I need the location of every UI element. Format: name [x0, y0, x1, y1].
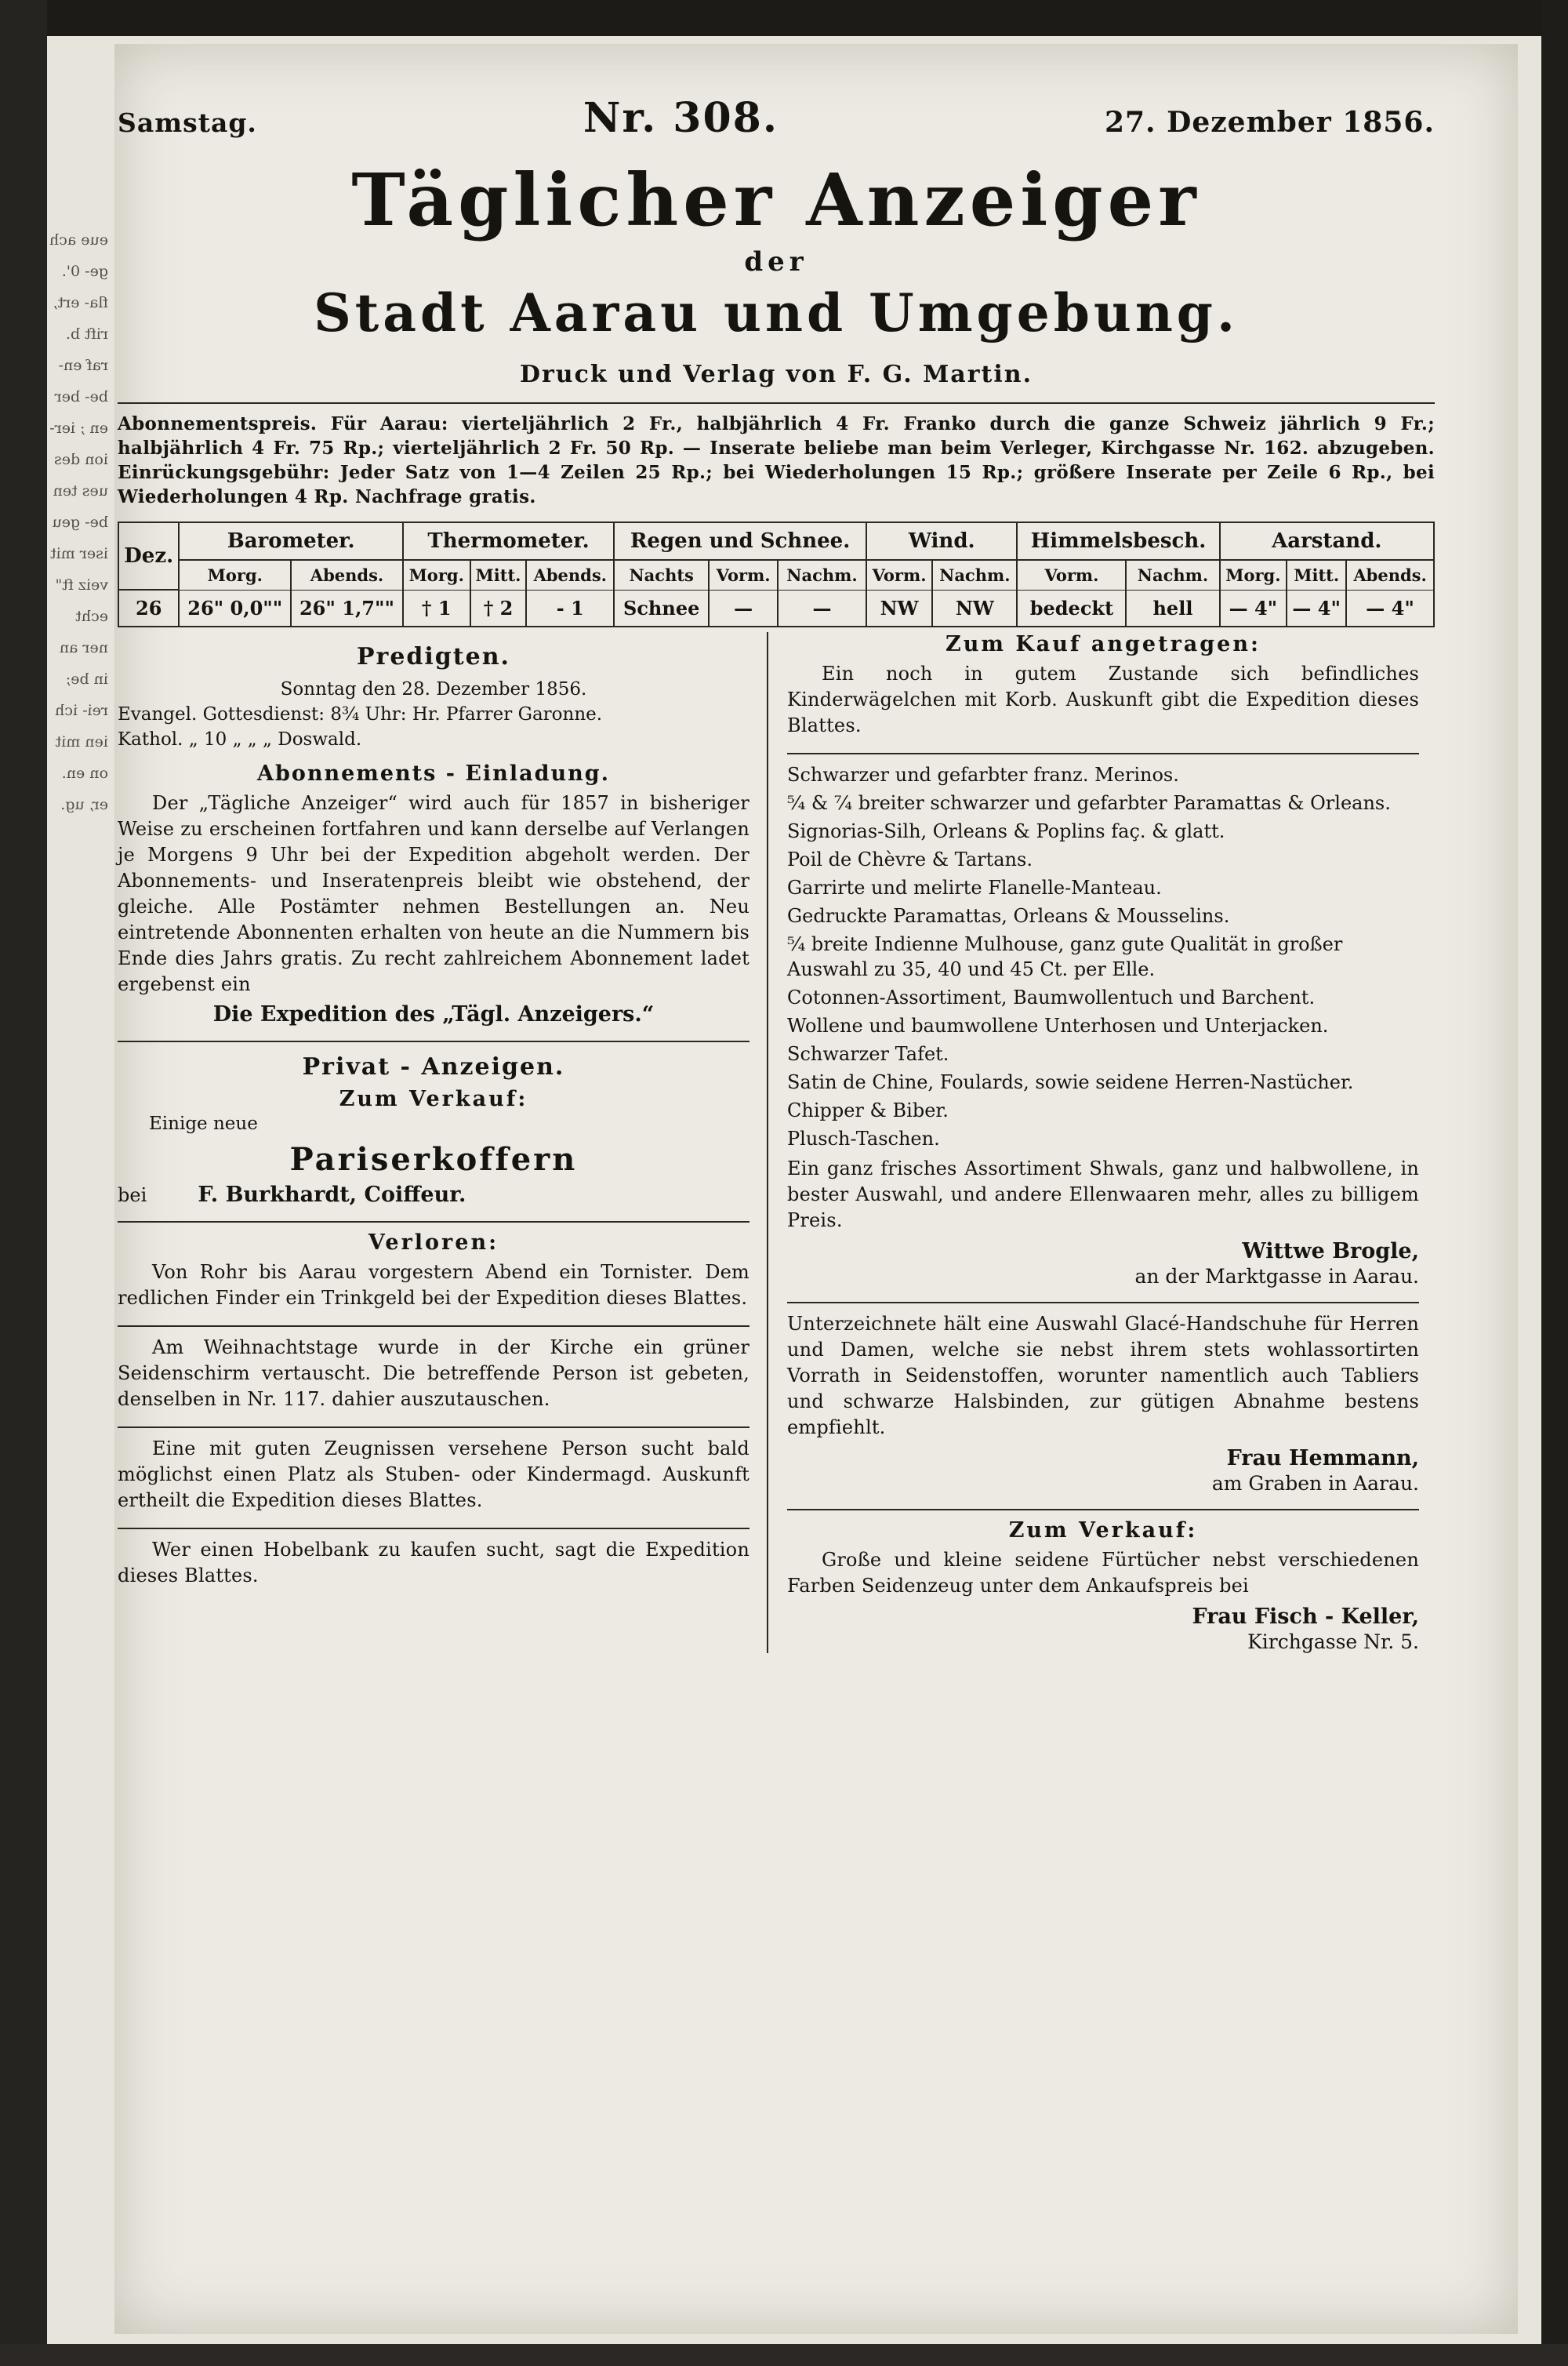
for-sale-bei: bei: [118, 1184, 147, 1207]
goods-item: Schwarzer und gefarbter franz. Merinos.: [787, 764, 1179, 787]
value-precip-afternoon: —: [778, 590, 866, 627]
goods-item: ⁵⁄₄ & ⁷⁄₄ breiter schwarzer und gefarbter Paramattas & Orleans.: [787, 792, 1391, 815]
imprint-line: Druck und Verlag von F. G. Martin.: [519, 360, 1033, 388]
left-divider-1: [118, 1041, 750, 1042]
subheader-precip-forenoon: Vorm.: [709, 560, 778, 591]
silk-sale-text: Große und kleine seidene Fürtücher nebst verschiedenen Farben Seidenzeug unter dem Ankaufspreis bei: [787, 1549, 1419, 1597]
goods-item: Chipper & Biber.: [787, 1099, 949, 1122]
left-divider-3: [118, 1325, 750, 1327]
weather-table: [118, 522, 1435, 628]
scan-edge-bottom: [0, 2344, 1568, 2366]
masthead-divider: [118, 402, 1435, 404]
masthead-weekday: Samstag.: [118, 107, 257, 138]
for-sale-heading-left: Zum Verkauf:: [339, 1087, 528, 1112]
for-sale-seller-name: F. Burkhardt, Coiffeur.: [198, 1183, 466, 1208]
umbrella-swap-text: Am Weihnachtstage wurde in der Kirche ein grüner Seidenschirm vertauscht. Die betreffende Person ist gebeten, denselben in Nr. 117. dahier auszutauschen.: [118, 1336, 750, 1411]
subheader-aar-evening: Abends.: [1346, 560, 1434, 591]
assortment-signature-name: Wittwe Brogle,: [1242, 1239, 1419, 1264]
value-aar-evening: — 4": [1346, 590, 1434, 627]
assortment-text: Ein ganz frisches Assortiment Shwals, ganz und halbwollene, in bester Auswahl, und andere Ellenwaaren mehr, alles zu billigem Preis.: [787, 1158, 1419, 1232]
scan-edge-left: [0, 0, 47, 2366]
goods-item: Garrirte und melirte Flanelle-Manteau.: [787, 877, 1162, 900]
right-divider-3: [787, 1509, 1419, 1510]
subheader-wind-forenoon: Vorm.: [866, 560, 932, 591]
subscription-invitation-text: Der „Tägliche Anzeiger“ wird auch für 1857 in bisheriger Weise zu erscheinen fortfahren und kann derselbe auf Verlangen je Morgens 9 Uhr bei der Expedition abgeholt werden. Der Abonnements- und Inseratenpreis bleibt wie obstehend, der gleiche. Alle Postämter nehmen Bestellungen an. Neu eintretende Abonnenten erhalten von heute an die Nummern bis Ende dies Jahrs gratis. Zu recht zahlreichem Abonnement ladet ergebenst ein: [118, 792, 750, 996]
columns-wrapper: [118, 632, 1435, 1653]
goods-item: Gedruckte Paramattas, Orleans & Mousselins.: [787, 905, 1230, 928]
subheader-wind-afternoon: Nachm.: [932, 560, 1017, 591]
left-divider-5: [118, 1528, 750, 1529]
value-baro-morning: 26" 0,0"": [179, 590, 291, 627]
wanted-to-buy-text: Ein noch in gutem Zustande sich befindliches Kinderwägelchen mit Korb. Auskunft gibt die Expedition dieses Blattes.: [787, 663, 1419, 737]
subheader-therm-noon: Mitt.: [470, 560, 527, 591]
right-divider-1: [787, 753, 1419, 754]
goods-item: Poil de Chèvre & Tartans.: [787, 849, 1033, 871]
wanted-to-buy-heading: Zum Kauf angetragen:: [946, 632, 1261, 657]
scan-edge-top: [0, 0, 1568, 36]
subheader-therm-morning: Morg.: [403, 560, 470, 591]
masthead-date: 27. Dezember 1856.: [1104, 106, 1435, 139]
right-column: [768, 632, 1419, 1653]
subscription-invitation-heading: Abonnements - Einladung.: [257, 761, 610, 787]
value-therm-evening: - 1: [526, 590, 614, 627]
for-sale-item-trunks: Pariserkoffern: [289, 1141, 578, 1179]
goods-item: Plusch-Taschen.: [787, 1128, 940, 1150]
goods-item: Signorias-Silh, Orleans & Poplins faç. & glatt.: [787, 820, 1225, 843]
value-therm-noon: † 2: [470, 590, 527, 627]
for-sale-line1: Einige neue: [149, 1114, 258, 1135]
goods-item: Wollene und baumwollene Unterhosen und Unterjacken.: [787, 1015, 1329, 1038]
value-aar-noon: — 4": [1287, 590, 1346, 627]
left-divider-4: [118, 1427, 750, 1428]
weather-header-aar: Aarstand.: [1220, 522, 1434, 560]
lost-text: Von Rohr bis Aarau vorgestern Abend ein Tornister. Dem redlichen Finder ein Trinkgeld bei der Expedition dieses Blattes.: [118, 1261, 750, 1310]
newspaper-title-sub: Stadt Aarau und Umgebung.: [314, 282, 1239, 343]
gloves-signature-address: am Graben in Aarau.: [1211, 1472, 1419, 1496]
goods-item: Cotonnen-Assortiment, Baumwollentuch und Barchent.: [787, 987, 1316, 1009]
weather-header-barometer: Barometer.: [179, 522, 402, 560]
gloves-text: Unterzeichnete hält eine Auswahl Glacé-Handschuhe für Herren und Damen, welche sie nebst ihrem stets wohlassortirten Vorrath in Seidenstoffen, worunter namentlich auch Tabliers und schwarze Halsbinden, zur gütigen Abnahme bestens empfiehlt.: [787, 1313, 1419, 1439]
weather-header-row: [118, 522, 1434, 560]
value-therm-morning: † 1: [403, 590, 470, 627]
weather-corner-label: Dez.: [118, 522, 179, 591]
subheader-therm-evening: Abends.: [526, 560, 614, 591]
value-precip-night: Schnee: [614, 590, 709, 627]
masthead-issue-number: Nr. 308.: [583, 94, 779, 142]
subheader-precip-night: Nachts: [614, 560, 709, 591]
lost-heading: Verloren:: [368, 1230, 499, 1256]
right-divider-2: [787, 1302, 1419, 1303]
silk-sale-signature-name: Frau Fisch - Keller,: [1192, 1605, 1419, 1630]
subheader-aar-noon: Mitt.: [1287, 560, 1346, 591]
subheader-sky-forenoon: Vorm.: [1017, 560, 1126, 591]
goods-item: ⁵⁄₄ breite Indienne Mulhouse, ganz gute Qualität in großer Auswahl zu 35, 40 und 45 Ct. per Elle.: [787, 933, 1343, 981]
goods-item: Satin de Chine, Foulards, sowie seidene Herren-Nastücher.: [787, 1071, 1354, 1094]
weather-subheader-row: [118, 560, 1434, 591]
expedition-signature: Die Expedition des „Tägl. Anzeigers.“: [212, 1002, 655, 1027]
sermon-line-evangelical: Evangel. Gottesdienst: 8¾ Uhr: Hr. Pfarrer Garonne.: [118, 704, 603, 725]
left-divider-2: [118, 1221, 750, 1223]
value-aar-morning: — 4": [1220, 590, 1287, 627]
scan-edge-right: [1541, 0, 1568, 2366]
assortment-signature-address: an der Marktgasse in Aarau.: [1134, 1265, 1419, 1288]
weather-header-sky: Himmelsbesch.: [1017, 522, 1219, 560]
sermons-heading: Predigten.: [356, 643, 510, 671]
value-sky-afternoon: hell: [1126, 590, 1219, 627]
page-content: [118, 94, 1435, 1653]
gloves-signature-name: Frau Hemmann,: [1226, 1446, 1419, 1471]
subheader-sky-afternoon: Nachm.: [1126, 560, 1219, 591]
value-wind-forenoon: NW: [866, 590, 932, 627]
sermon-line-catholic: Kathol. „ 10 „ „ „ Doswald.: [118, 729, 362, 751]
bleed-through-text: eue ach ge- 0'. fla- ert, rift b. raf en- be- ber en ; ier- ion des ues ten be- geu iser mit veiz ft" echt ner an in be; rei- ich ien mit on en. er, ug.: [49, 231, 108, 813]
subheader-precip-afternoon: Nachm.: [778, 560, 866, 591]
newspaper-title-main: Täglicher Anzeiger: [351, 158, 1201, 242]
weather-header-thermometer: Thermometer.: [403, 522, 614, 560]
goods-item: Schwarzer Tafet.: [787, 1043, 949, 1066]
subheader-baro-evening: Abends.: [291, 560, 403, 591]
weather-header-wind: Wind.: [866, 522, 1018, 560]
value-sky-forenoon: bedeckt: [1017, 590, 1126, 627]
private-ads-heading: Privat - Anzeigen.: [302, 1053, 565, 1081]
masthead-topline: [118, 94, 1435, 142]
subheader-aar-morning: Morg.: [1220, 560, 1287, 591]
subheader-baro-morning: Morg.: [179, 560, 291, 591]
weather-values-row: [118, 590, 1434, 627]
silk-sale-signature-address: Kirchgasse Nr. 5.: [1247, 1630, 1419, 1654]
position-wanted-text: Eine mit guten Zeugnissen versehene Person sucht bald möglichst einen Platz als Stuben- oder Kindermagd. Auskunft ertheilt die Expedition dieses Blattes.: [118, 1437, 750, 1512]
value-precip-forenoon: —: [709, 590, 778, 627]
left-column: [118, 632, 768, 1653]
value-wind-afternoon: NW: [932, 590, 1017, 627]
for-sale-seller-line: [118, 1183, 750, 1207]
sermons-date: Sonntag den 28. Dezember 1856.: [280, 679, 587, 700]
for-sale-heading-right: Zum Verkauf:: [1008, 1518, 1198, 1543]
weather-header-precipitation: Regen und Schnee.: [614, 522, 866, 560]
newspaper-title-der: der: [744, 245, 808, 278]
subscription-terms: Abonnementspreis. Für Aarau: vierteljährlich 2 Fr., halbjährlich 4 Fr. Franko durch die ganze Schweiz jährlich 9 Fr.; halbjährlich 4 Fr. 75 Rp.; vierteljährlich 2 Fr. 50 Rp. — Inserate beliebe man beim Verleger, Kirchgasse Nr. 162. abzugeben. Einrückungsgebühr: Jeder Satz von 1—4 Zeilen 25 Rp.; bei Wiederholungen 15 Rp.; größere Inserate per Zeile 6 Rp., bei Wiederholungen 4 Rp. Nachfrage gratis.: [118, 413, 1435, 507]
weather-day: 26: [118, 590, 179, 627]
value-baro-evening: 26" 1,7"": [291, 590, 403, 627]
workbench-wanted-text: Wer einen Hobelbank zu kaufen sucht, sagt die Expedition dieses Blattes.: [118, 1539, 750, 1587]
